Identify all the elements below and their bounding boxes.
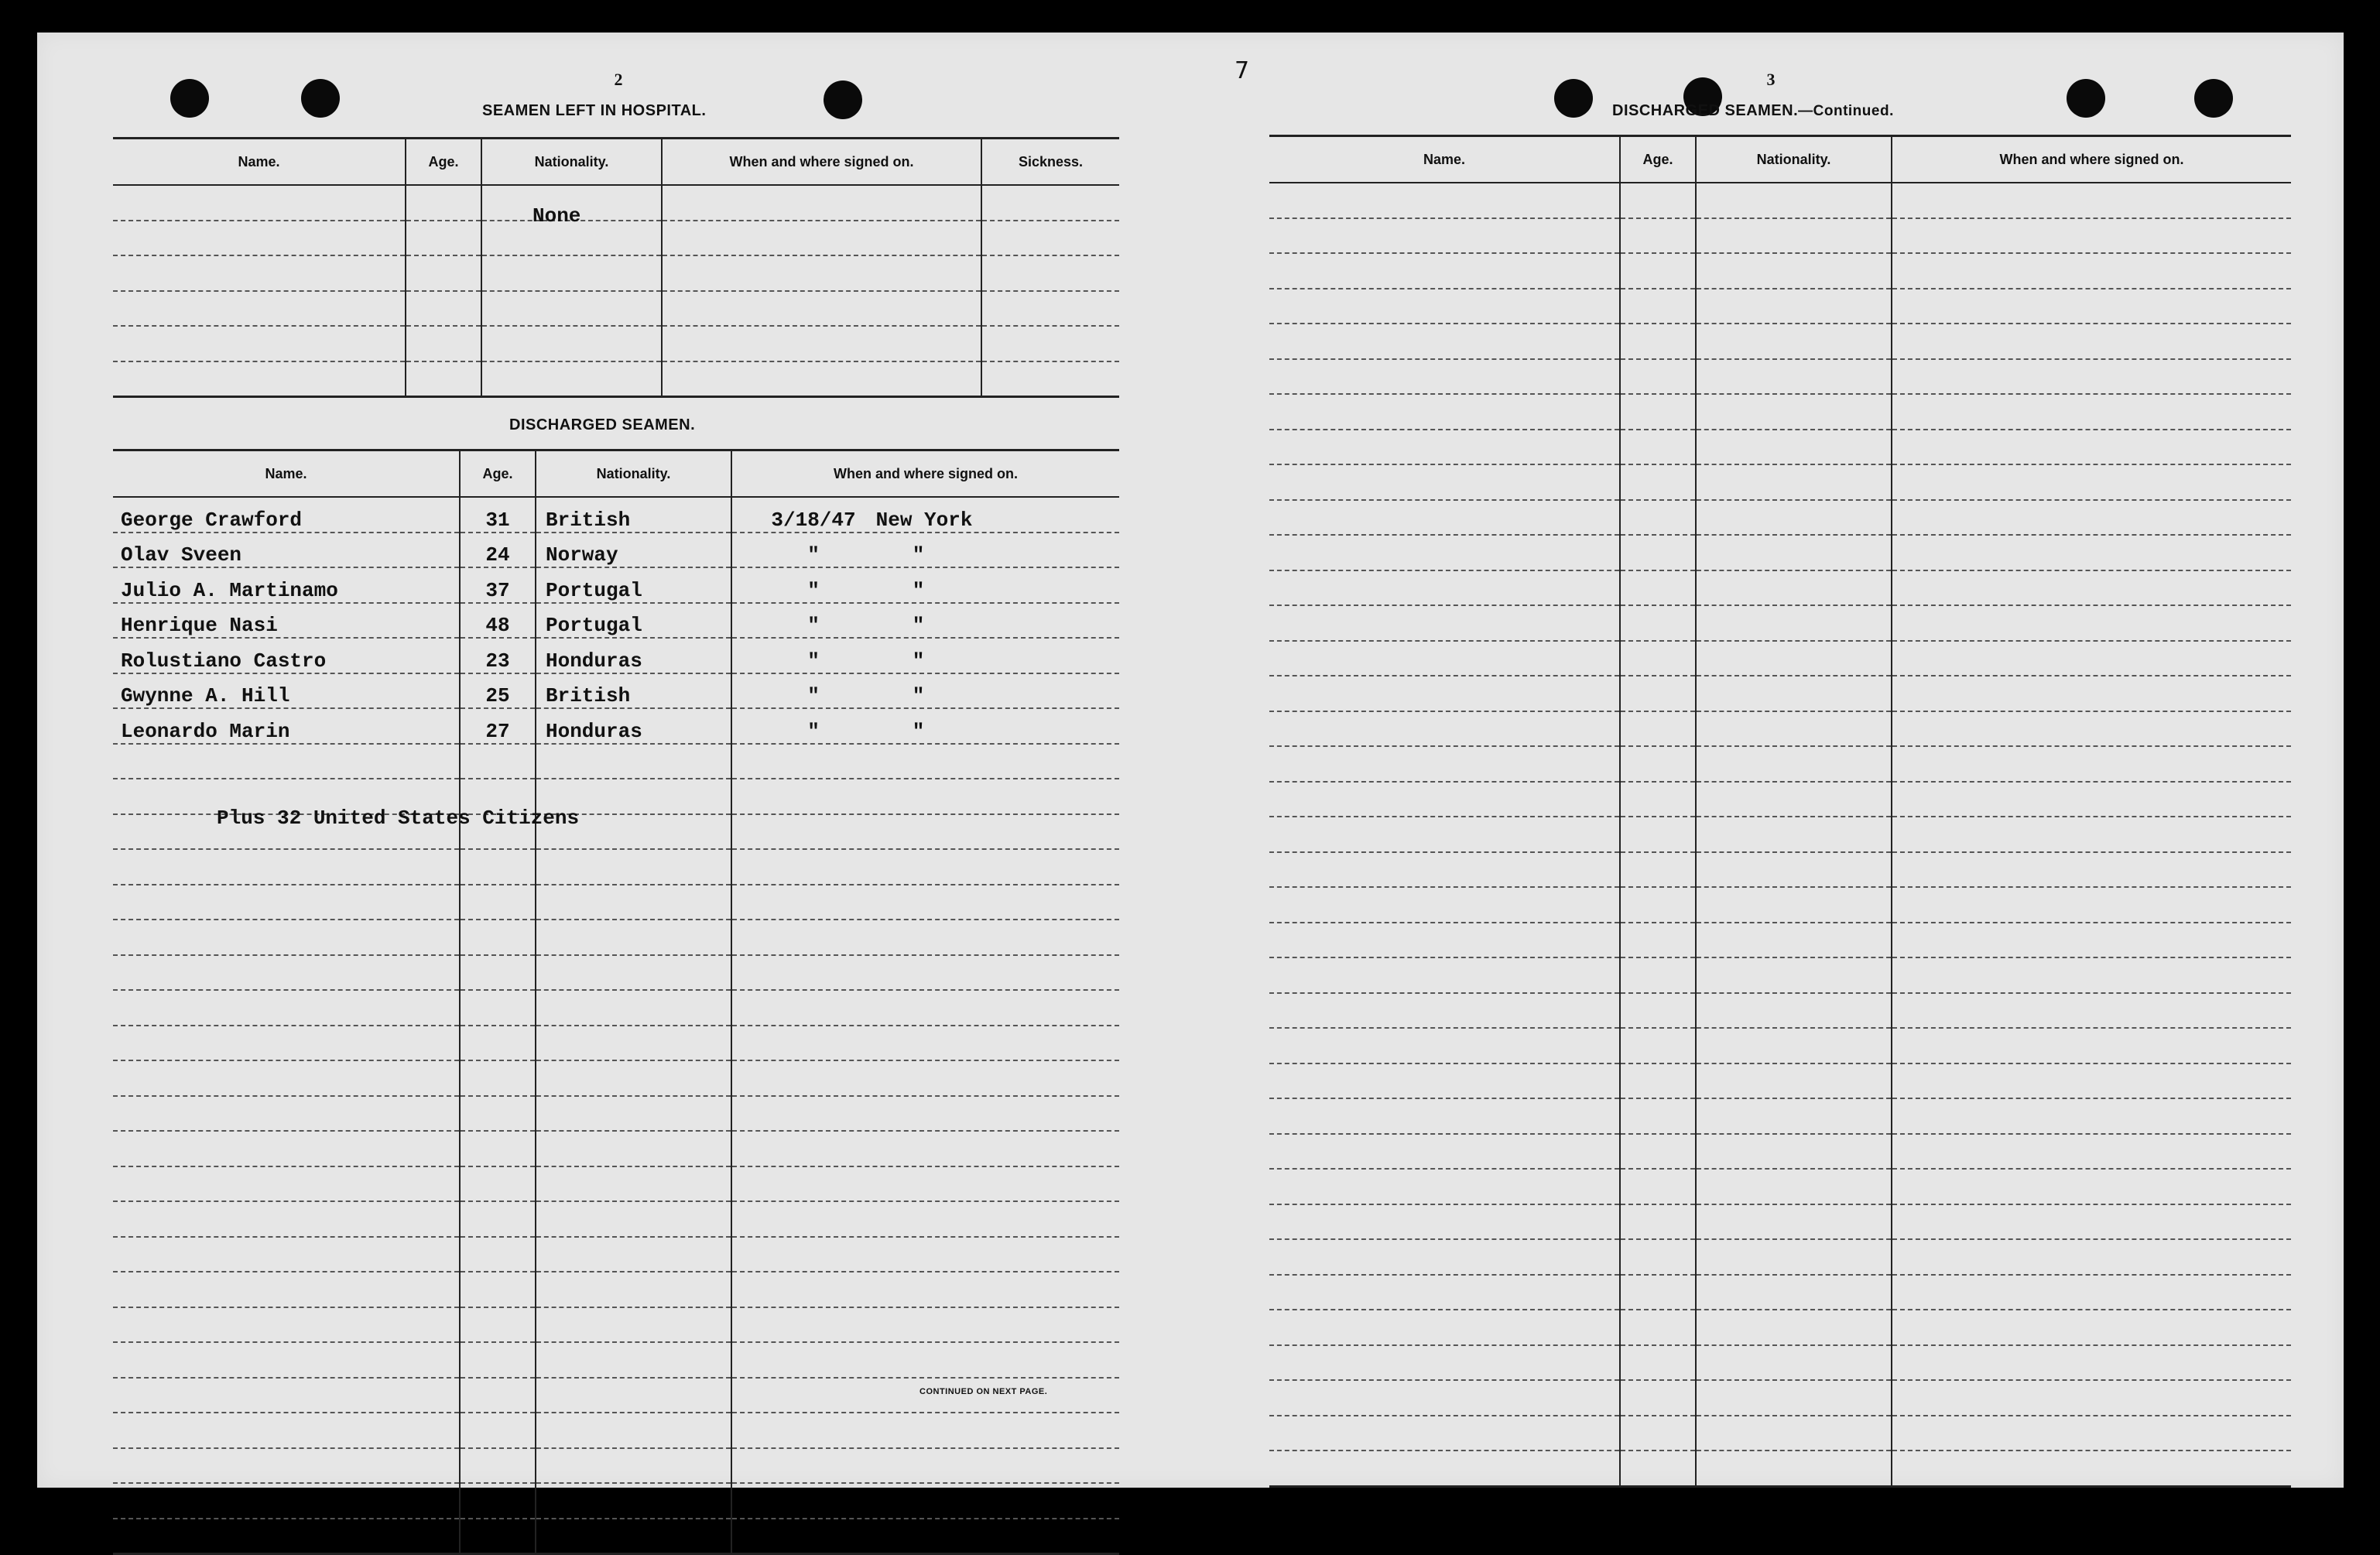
table-row (1269, 253, 2291, 289)
table-row (1269, 817, 2291, 852)
punch-hole (1554, 79, 1593, 118)
table-row (113, 497, 1119, 533)
seaman-nationality: British (536, 673, 731, 709)
page-number-right: 3 (1766, 70, 1776, 89)
col-header-nationality: Nationality. (1696, 136, 1892, 183)
table-row (1269, 746, 2291, 782)
signed-date: " (807, 578, 820, 602)
table-row (1269, 676, 2291, 711)
col-header-name: Name. (1269, 136, 1620, 183)
table-row (1269, 1451, 2291, 1486)
table-row (1269, 1169, 2291, 1204)
seaman-name: Henrique Nasi (113, 603, 460, 639)
table-row (113, 1201, 1119, 1237)
signed-on-cell (731, 638, 1119, 673)
signed-on-cell (731, 673, 1119, 709)
table-row (113, 1483, 1119, 1519)
seaman-name: Olav Sveen (113, 533, 460, 568)
table-row (113, 221, 1119, 256)
signed-on-cell (731, 533, 1119, 568)
table-row (113, 708, 1119, 744)
seaman-age: 23 (460, 638, 536, 673)
signed-place: " (912, 719, 925, 743)
signed-on-cell (731, 708, 1119, 744)
seaman-nationality: British (536, 497, 731, 533)
seaman-nationality: Portugal (536, 603, 731, 639)
table-row (1269, 1380, 2291, 1416)
signed-date: " (807, 719, 820, 743)
table-row (113, 1519, 1119, 1554)
table-row (113, 955, 1119, 991)
seaman-nationality: Norway (536, 533, 731, 568)
punch-hole (824, 80, 862, 119)
table-row (1269, 1028, 2291, 1063)
table-row (1269, 993, 2291, 1029)
table-row (1269, 711, 2291, 747)
col-header-age: Age. (406, 139, 481, 186)
right-title-main: DISCHARGED SEAMEN. (1612, 102, 1799, 119)
table-row (113, 1448, 1119, 1484)
col-header-age: Age. (1620, 136, 1696, 183)
table-row (113, 673, 1119, 709)
col-header-signed-on: When and where signed on. (731, 450, 1119, 498)
seaman-nationality: Honduras (536, 708, 731, 744)
continued-footer: CONTINUED ON NEXT PAGE. (919, 1387, 1048, 1396)
seaman-name: George Crawford (113, 497, 460, 533)
punch-hole (2067, 79, 2105, 118)
table-row (1269, 1098, 2291, 1134)
table-row (1269, 887, 2291, 923)
table-row (113, 533, 1119, 568)
hospital-table (113, 137, 1119, 398)
table-row (1269, 183, 2291, 218)
table-row (1269, 500, 2291, 536)
table-row (113, 1131, 1119, 1166)
table-row (113, 1342, 1119, 1378)
discharged-section-title: DISCHARGED SEAMEN. (509, 416, 696, 433)
table-row (113, 1026, 1119, 1061)
signed-place: " (912, 578, 925, 602)
right-title-suffix: —Continued. (1798, 103, 1894, 119)
table-row (113, 361, 1119, 397)
table-row (1269, 1239, 2291, 1275)
table-row (113, 1060, 1119, 1096)
col-header-name: Name. (113, 139, 406, 186)
seaman-name: Rolustiano Castro (113, 638, 460, 673)
signed-place: " (912, 649, 925, 673)
signed-place: " (912, 684, 925, 707)
table-row (113, 291, 1119, 327)
table-row (113, 920, 1119, 955)
table-row (113, 567, 1119, 603)
table-row (113, 1166, 1119, 1202)
table-row (113, 1272, 1119, 1307)
discharged-continued-table (1269, 135, 2291, 1488)
table-row (1269, 359, 2291, 395)
seaman-name: Gwynne A. Hill (113, 673, 460, 709)
table-row (1269, 394, 2291, 430)
table-row (113, 326, 1119, 361)
col-header-name: Name. (113, 450, 460, 498)
table-row (1269, 1416, 2291, 1451)
table-row (113, 1307, 1119, 1343)
table-row (113, 1237, 1119, 1272)
seaman-age: 31 (460, 497, 536, 533)
punch-hole (2194, 79, 2233, 118)
table-row (1269, 218, 2291, 254)
table-row (1269, 1063, 2291, 1099)
table-row (1269, 1204, 2291, 1240)
table-row (1269, 641, 2291, 676)
signed-place: " (912, 543, 925, 567)
seaman-name: Julio A. Martinamo (113, 567, 460, 603)
table-row (1269, 464, 2291, 500)
table-row (113, 638, 1119, 673)
right-section-title (1612, 102, 1894, 120)
table-row (1269, 852, 2291, 888)
seaman-age: 37 (460, 567, 536, 603)
col-header-signed-on: When and where signed on. (662, 139, 981, 186)
table-row (113, 255, 1119, 291)
punch-hole (301, 79, 340, 118)
signed-date: " (807, 649, 820, 673)
col-header-nationality: Nationality. (536, 450, 731, 498)
col-header-sickness: Sickness. (981, 139, 1119, 186)
signed-date: " (807, 543, 820, 567)
col-header-nationality: Nationality. (481, 139, 662, 186)
table-row (1269, 605, 2291, 641)
seaman-nationality: Portugal (536, 567, 731, 603)
signed-place: " (912, 614, 925, 637)
table-row (113, 1096, 1119, 1132)
table-row (1269, 324, 2291, 359)
table-row (1269, 782, 2291, 817)
hospital-section-title: SEAMEN LEFT IN HOSPITAL. (482, 102, 707, 119)
hospital-none-note: None (533, 204, 581, 228)
document-page (37, 33, 2344, 1488)
punch-hole (170, 79, 209, 118)
col-header-age: Age. (460, 450, 536, 498)
table-row (1269, 430, 2291, 465)
table-row (1269, 957, 2291, 993)
signed-on-cell (731, 497, 1119, 533)
signed-place: New York (875, 508, 973, 532)
table-row (113, 885, 1119, 920)
table-row (113, 1413, 1119, 1448)
table-row (1269, 1275, 2291, 1310)
page-number-left: 2 (614, 70, 623, 89)
table-row (113, 744, 1119, 779)
signed-date: " (807, 614, 820, 637)
table-row (1269, 1310, 2291, 1345)
table-row (1269, 570, 2291, 606)
table-row (1269, 1345, 2291, 1381)
table-row (113, 849, 1119, 885)
seaman-nationality: Honduras (536, 638, 731, 673)
table-row (1269, 1134, 2291, 1170)
citizens-note: Plus 32 United States Citizens (217, 807, 580, 830)
table-row (1269, 535, 2291, 570)
signed-date: 3/18/47 (771, 508, 856, 532)
signed-on-cell (731, 567, 1119, 603)
table-row (1269, 289, 2291, 324)
table-row (1269, 923, 2291, 958)
seaman-age: 27 (460, 708, 536, 744)
seaman-age: 48 (460, 603, 536, 639)
signed-on-cell (731, 603, 1119, 639)
table-row (113, 185, 1119, 221)
col-header-signed-on: When and where signed on. (1892, 136, 2291, 183)
table-row (113, 990, 1119, 1026)
handwritten-mark: 7 (1235, 57, 1250, 84)
table-row (113, 603, 1119, 639)
signed-date: " (807, 684, 820, 707)
seaman-age: 24 (460, 533, 536, 568)
seaman-name: Leonardo Marin (113, 708, 460, 744)
seaman-age: 25 (460, 673, 536, 709)
